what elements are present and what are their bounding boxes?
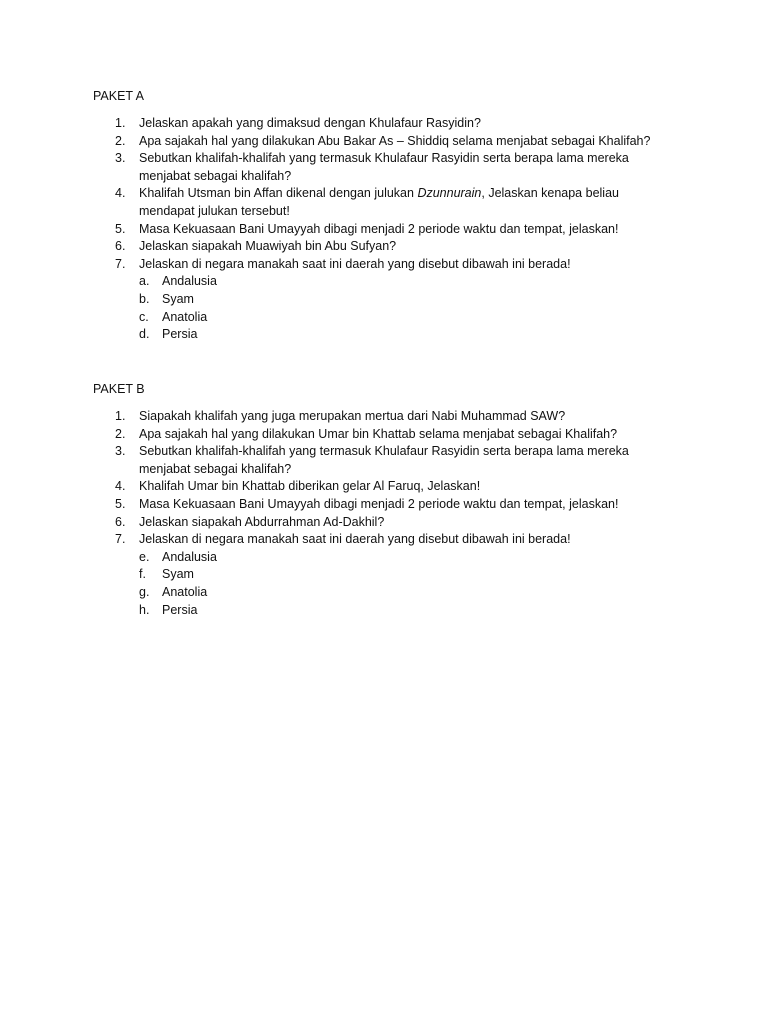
question-text-line-2: menjabat sebagai khalifah?: [139, 168, 292, 183]
question-number: 4.: [115, 479, 126, 494]
option-letter: f.: [139, 567, 146, 582]
option-item: [139, 566, 693, 584]
question-text: Jelaskan siapakah Abdurrahman Ad-Dakhil?: [139, 514, 385, 529]
question-number: 1.: [115, 409, 126, 423]
option-list: [139, 549, 693, 619]
question-text: Khalifah Umar bin Khattab diberikan gelar Al Faruq, Jelaskan!: [139, 479, 481, 494]
question-item: [93, 238, 693, 256]
question-item: [93, 531, 693, 619]
question-number: 7.: [115, 532, 126, 547]
paket-a-section: [93, 88, 693, 344]
question-text: Jelaskan di negara manakah saat ini daerah yang disebut dibawah ini berada!: [139, 256, 571, 271]
question-text-line-2: mendapat julukan tersebut!: [139, 203, 290, 218]
question-text-line-1: Sebutkan khalifah-khalifah yang termasuk Khulafaur Rasyidin serta berapa lama mereka: [139, 444, 629, 459]
option-text: Persia: [162, 602, 198, 617]
question-text: Jelaskan apakah yang dimaksud dengan Khulafaur Rasyidin?: [139, 116, 481, 130]
question-text: Masa Kekuasaan Bani Umayyah dibagi menjadi 2 periode waktu dan tempat, jelaskan!: [139, 496, 619, 511]
option-item: [139, 309, 693, 327]
question-item: [93, 426, 693, 444]
option-text: Andalusia: [162, 549, 217, 564]
question-number: 7.: [115, 256, 126, 271]
question-number: 3.: [115, 151, 126, 166]
question-item: [93, 185, 693, 220]
question-text: Apa sajakah hal yang dilakukan Abu Bakar As – Shiddiq selama menjabat sebagai Khalifah?: [139, 133, 651, 148]
question-number: 6.: [115, 514, 126, 529]
option-text: Persia: [162, 327, 198, 342]
question-text: Jelaskan siapakah Muawiyah bin Abu Sufyan?: [139, 239, 397, 254]
question-text-line-1: Sebutkan khalifah-khalifah yang termasuk Khulafaur Rasyidin serta berapa lama mereka: [139, 151, 629, 166]
option-letter: d.: [139, 327, 150, 342]
paket-a-question-list: [93, 115, 693, 344]
question-text-pre: Khalifah Utsman bin Affan dikenal dengan julukan: [139, 186, 418, 201]
question-text: Masa Kekuasaan Bani Umayyah dibagi menjadi 2 periode waktu dan tempat, jelaskan!: [139, 221, 619, 236]
question-number: 3.: [115, 444, 126, 459]
option-item: [139, 584, 693, 602]
question-item: [93, 443, 693, 478]
option-letter: h.: [139, 602, 150, 617]
option-item: [139, 273, 693, 291]
paket-b-question-list: [93, 408, 693, 619]
question-number: 1.: [115, 116, 126, 130]
question-item: [93, 496, 693, 514]
option-text: Anatolia: [162, 309, 208, 324]
question-item: [93, 514, 693, 532]
question-item: [93, 221, 693, 239]
paket-a-title: PAKET A: [93, 89, 144, 103]
option-text: Syam: [162, 291, 194, 306]
option-letter: e.: [139, 549, 150, 564]
paket-b-title: PAKET B: [93, 382, 145, 396]
question-text: Apa sajakah hal yang dilakukan Umar bin Khattab selama menjabat sebagai Khalifah?: [139, 426, 618, 441]
option-item: [139, 291, 693, 309]
option-text: Anatolia: [162, 584, 208, 599]
question-item: [93, 150, 693, 185]
option-letter: b.: [139, 291, 150, 306]
question-number: 6.: [115, 239, 126, 254]
option-text: Syam: [162, 567, 194, 582]
question-item: [93, 256, 693, 344]
option-item: [139, 326, 693, 344]
question-item: [93, 133, 693, 151]
option-list: [139, 273, 693, 343]
question-number: 5.: [115, 221, 126, 236]
option-item: [139, 549, 693, 567]
option-letter: a.: [139, 274, 150, 289]
question-number: 2.: [115, 133, 126, 148]
paket-b-section: [93, 381, 693, 619]
question-text-italic: Dzunnurain: [417, 186, 482, 201]
question-text: Siapakah khalifah yang juga merupakan mertua dari Nabi Muhammad SAW?: [139, 409, 566, 423]
question-number: 5.: [115, 496, 126, 511]
option-item: [139, 602, 693, 620]
question-text: Jelaskan di negara manakah saat ini daerah yang disebut dibawah ini berada!: [139, 532, 571, 547]
question-item: [93, 115, 693, 133]
question-number: 4.: [115, 186, 126, 201]
question-text-post: , Jelaskan kenapa beliau: [481, 186, 619, 201]
question-text-line-2: menjabat sebagai khalifah?: [139, 461, 292, 476]
option-text: Andalusia: [162, 274, 217, 289]
question-item: [93, 478, 693, 496]
question-item: [93, 408, 693, 426]
option-letter: c.: [139, 309, 149, 324]
option-letter: g.: [139, 584, 150, 599]
question-number: 2.: [115, 426, 126, 441]
